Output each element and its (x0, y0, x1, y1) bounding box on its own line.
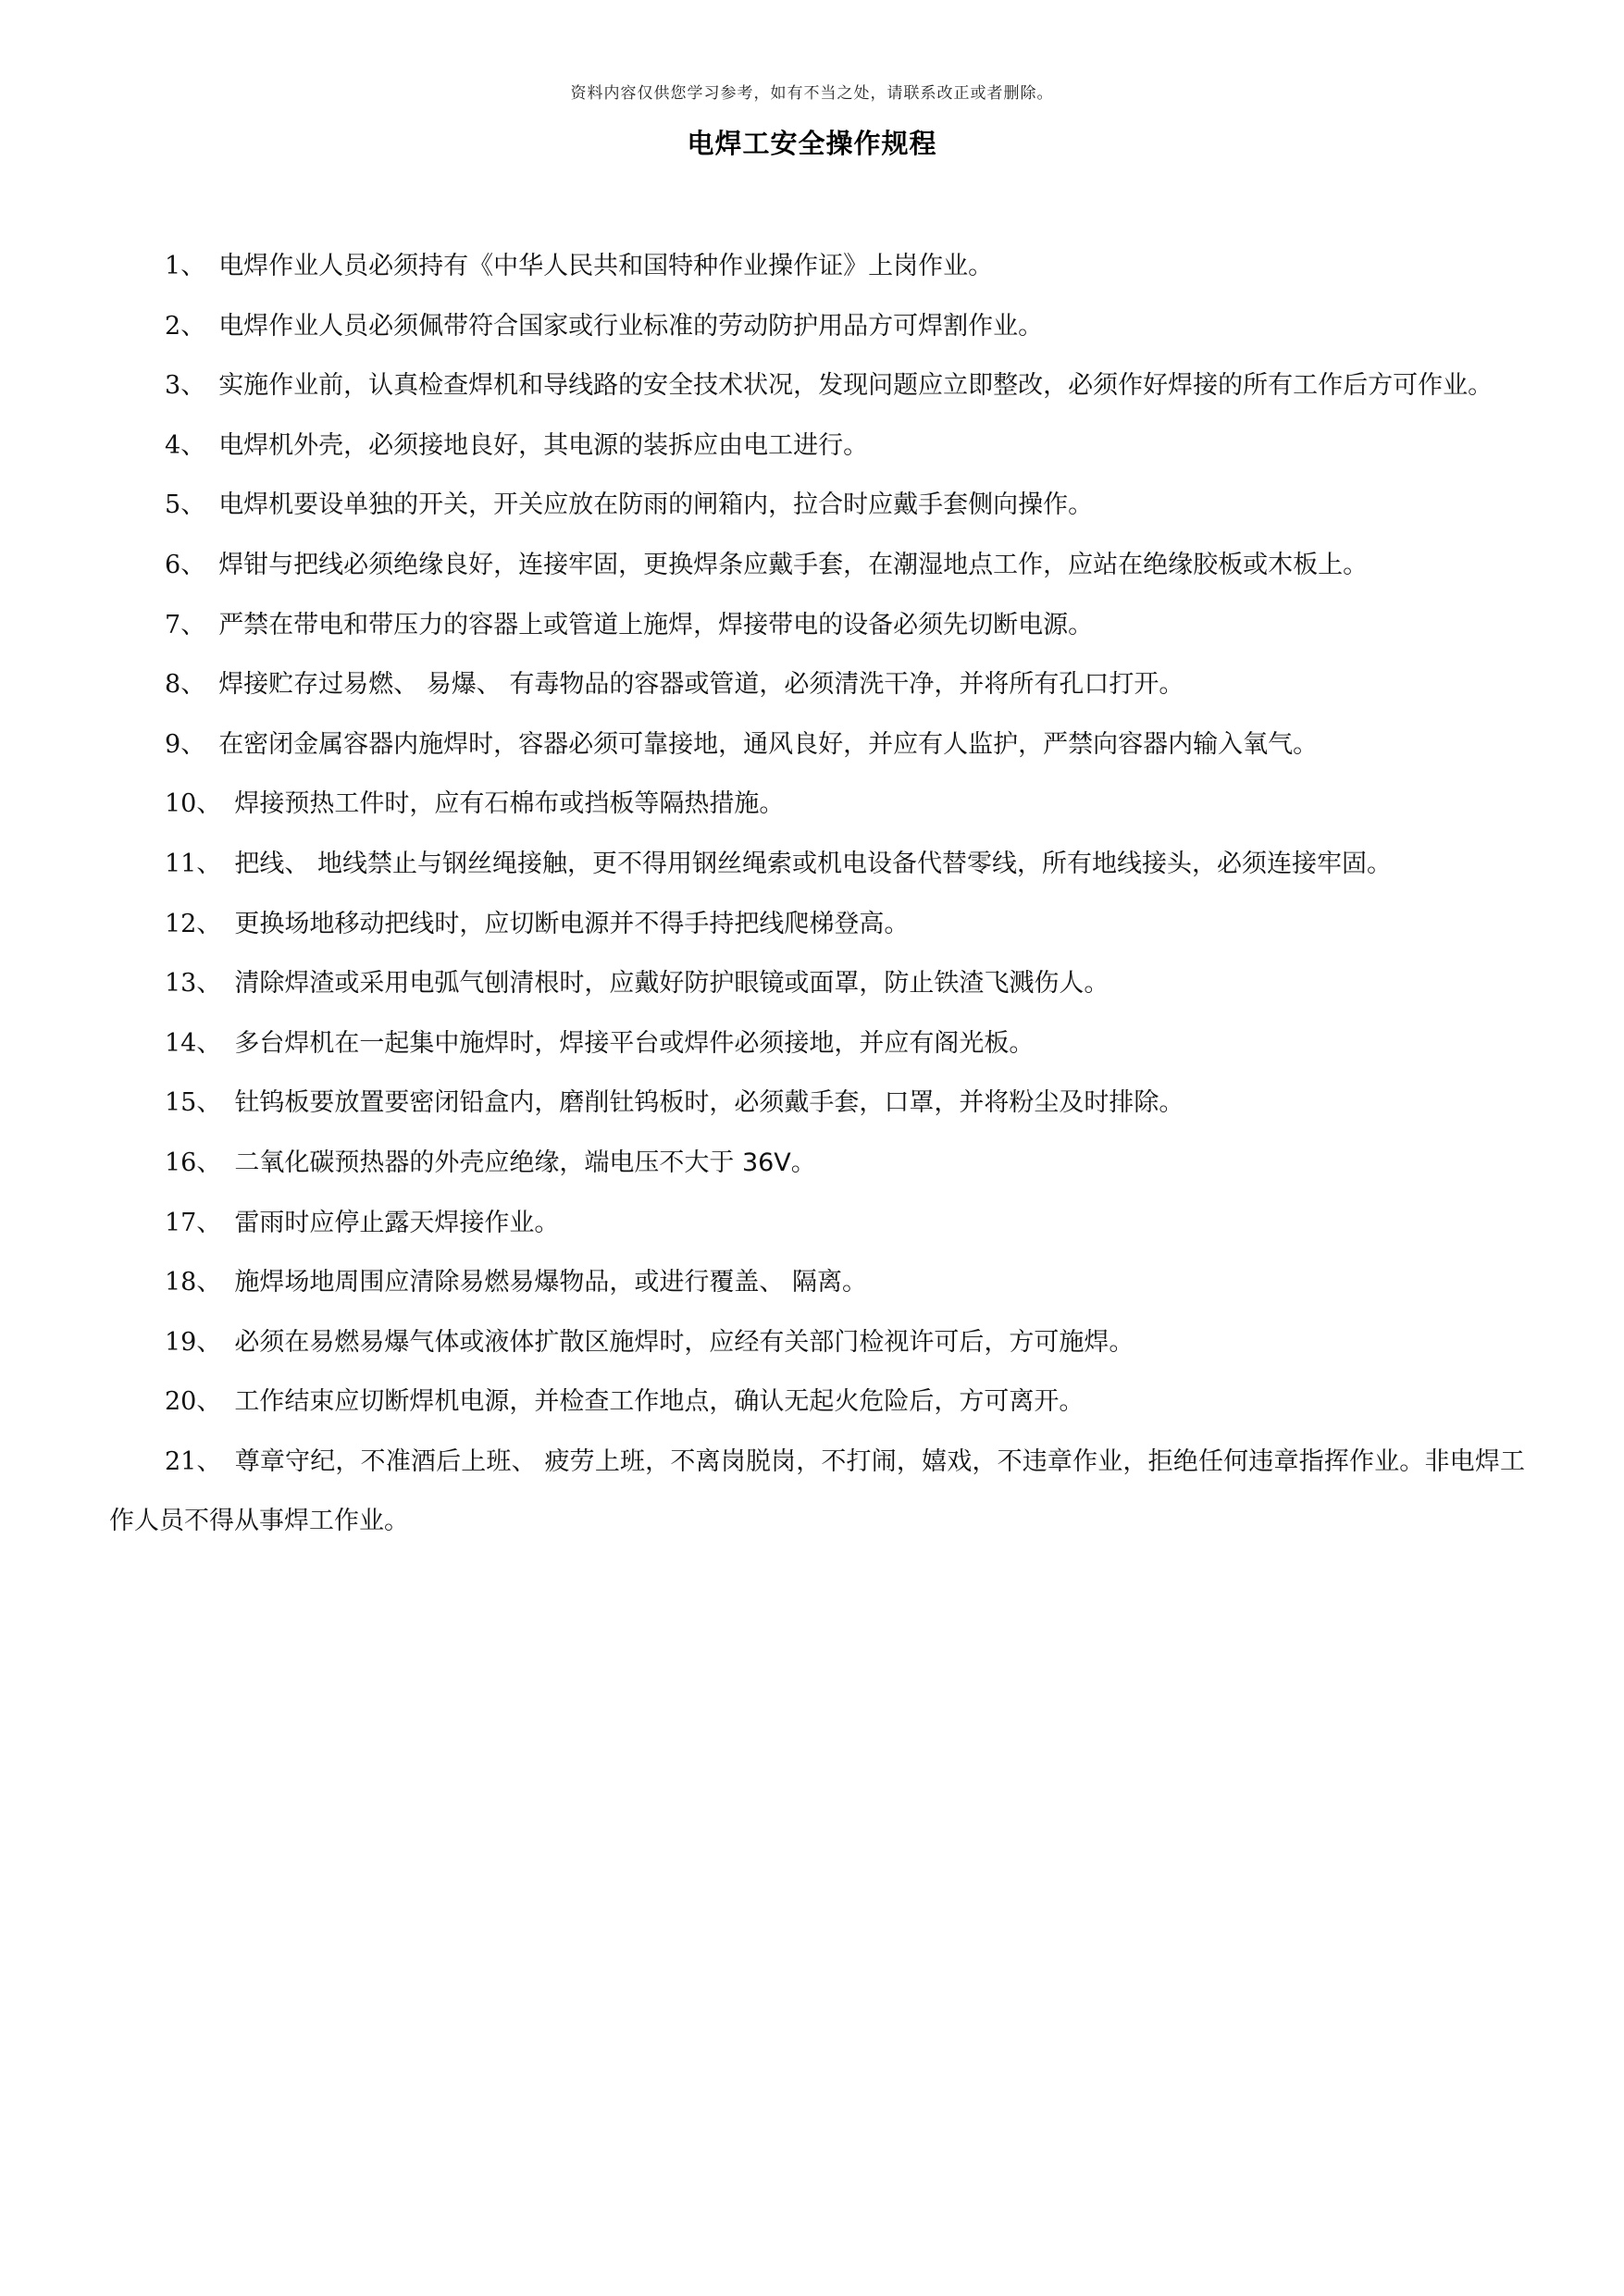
rule-number: 14 (165, 1028, 197, 1058)
rule-separator: 、 (180, 371, 206, 401)
rule-separator: 、 (180, 490, 206, 520)
rule-text: 工作结束应切断焊机电源，并检查工作地点，确认无起火危险后，方可离开。 (234, 1387, 1085, 1417)
rule-item (109, 596, 1525, 656)
rule-text: 焊钳与把线必须绝缘良好，连接牢固，更换焊条应戴手套，在潮湿地点工作，应站在绝缘胶板或木板上。 (218, 550, 1369, 579)
rule-number: 3 (165, 371, 181, 401)
rule-separator: 、 (180, 729, 206, 759)
rule-text: 电焊作业人员必须佩带符合国家或行业标准的劳动防护用品方可焊割作业。 (218, 311, 1044, 341)
rule-item (109, 237, 1525, 297)
rule-item (109, 1253, 1525, 1313)
rule-item (109, 416, 1525, 477)
rule-text: 电焊机要设单独的开关，开关应放在防雨的闸箱内，拉合时应戴手套侧向操作。 (218, 490, 1094, 520)
rule-item (109, 536, 1525, 596)
rule-separator: 、 (196, 1148, 222, 1177)
rule-separator: 、 (180, 311, 206, 341)
rule-item (109, 1372, 1525, 1433)
rule-item (109, 954, 1525, 1014)
rule-text: 实施作业前，认真检查焊机和导线路的安全技术状况，发现问题应立即整改，必须作好焊接的所有工作后方可作业。 (218, 371, 1494, 401)
page-title: 电焊工安全操作规程 (687, 128, 937, 159)
rules-list (109, 237, 1525, 1552)
rule-number: 11 (165, 849, 197, 878)
rule-text: 二氧化碳预热器的外壳应绝缘，端电压不大于 36V。 (234, 1148, 816, 1177)
rule-text: 尊章守纪，不准酒后上班、 疲劳上班，不离岗脱岗，不打闹，嬉戏，不违章作业，拒绝任何违章指挥作业。非电焊工作人员不得从事焊工作业。 (109, 1446, 1525, 1536)
rule-text: 电焊作业人员必须持有《中华人民共和国特种作业操作证》上岗作业。 (218, 252, 994, 280)
rule-item (109, 655, 1525, 715)
rule-separator: 、 (196, 789, 222, 819)
rule-number: 12 (165, 909, 197, 938)
rule-item (109, 1194, 1525, 1254)
rule-text: 在密闭金属容器内施焊时，容器必须可靠接地，通风良好，并应有人监护，严禁向容器内输入氧气。 (218, 729, 1319, 759)
rule-text: 雷雨时应停止露天焊接作业。 (234, 1208, 560, 1237)
rule-number: 9 (165, 729, 181, 759)
rule-separator: 、 (196, 1327, 222, 1357)
rule-separator: 、 (180, 670, 206, 700)
rule-text: 更换场地移动把线时，应切断电源并不得手持把线爬梯登高。 (234, 909, 910, 938)
rule-separator: 、 (196, 969, 222, 999)
rule-number: 4 (165, 430, 181, 460)
rule-separator: 、 (196, 849, 222, 878)
rule-text: 必须在易燃易爆气体或液体扩散区施焊时，应经有关部门检视许可后，方可施焊。 (234, 1327, 1134, 1357)
rule-number: 10 (165, 789, 197, 819)
rule-text: 焊接预热工件时，应有石棉布或挡板等隔热措施。 (234, 789, 785, 819)
rule-item (109, 895, 1525, 955)
rule-item (109, 715, 1525, 776)
rule-separator: 、 (196, 909, 222, 938)
rule-item (109, 1313, 1525, 1373)
rule-number: 16 (165, 1148, 197, 1177)
rule-separator: 、 (196, 1268, 222, 1297)
rule-item (109, 356, 1525, 416)
rule-text: 施焊场地周围应清除易燃易爆物品，或进行覆盖、 隔离。 (234, 1268, 867, 1297)
rule-text: 多台焊机在一起集中施焊时，焊接平台或焊件必须接地，并应有阁光板。 (234, 1028, 1035, 1058)
rule-text: 焊接贮存过易燃、 易爆、 有毒物品的容器或管道，必须清洗干净，并将所有孔口打开。 (218, 670, 1184, 700)
rule-separator: 、 (180, 610, 206, 639)
rule-separator: 、 (196, 1446, 222, 1476)
rule-separator: 、 (180, 430, 206, 460)
rule-item (109, 297, 1525, 357)
rule-separator: 、 (180, 550, 206, 579)
rule-item (109, 476, 1525, 536)
rule-number: 19 (165, 1327, 197, 1357)
rule-text: 严禁在带电和带压力的容器上或管道上施焊，焊接带电的设备必须先切断电源。 (218, 610, 1094, 639)
rule-number: 6 (165, 550, 181, 579)
rule-number: 13 (165, 969, 197, 999)
rule-number: 15 (165, 1088, 197, 1118)
rule-number: 18 (165, 1268, 197, 1297)
rule-item (109, 1433, 1525, 1552)
header-note: 资料内容仅供您学习参考，如有不当之处，请联系改正或者删除。 (570, 84, 1054, 103)
rule-number: 7 (165, 610, 181, 639)
rule-number: 8 (165, 670, 181, 700)
rule-number: 21 (165, 1446, 197, 1476)
rule-separator: 、 (196, 1088, 222, 1118)
rule-separator: 、 (196, 1028, 222, 1058)
rule-item (109, 1014, 1525, 1074)
rule-number: 17 (165, 1208, 197, 1237)
rule-number: 1 (165, 252, 181, 280)
rule-item (109, 775, 1525, 835)
rule-separator: 、 (196, 1387, 222, 1417)
rule-item (109, 835, 1525, 895)
rule-item (109, 1134, 1525, 1194)
rule-text: 钍钨板要放置要密闭铅盒内，磨削钍钨板时，必须戴手套，口罩，并将粉尘及时排除。 (234, 1088, 1184, 1118)
rule-separator: 、 (196, 1208, 222, 1237)
rule-item (109, 1074, 1525, 1134)
rule-number: 2 (165, 311, 181, 341)
rule-number: 20 (165, 1387, 197, 1417)
rule-text: 把线、 地线禁止与钢丝绳接触，更不得用钢丝绳索或机电设备代替零线，所有地线接头，必须连接牢固。 (234, 849, 1392, 878)
rule-text: 清除焊渣或采用电弧气刨清根时，应戴好防护眼镜或面罩，防止铁渣飞溅伤人。 (234, 969, 1110, 999)
rule-number: 5 (165, 490, 181, 520)
rule-text: 电焊机外壳，必须接地良好，其电源的装拆应由电工进行。 (218, 430, 869, 460)
rule-separator: 、 (180, 252, 206, 280)
